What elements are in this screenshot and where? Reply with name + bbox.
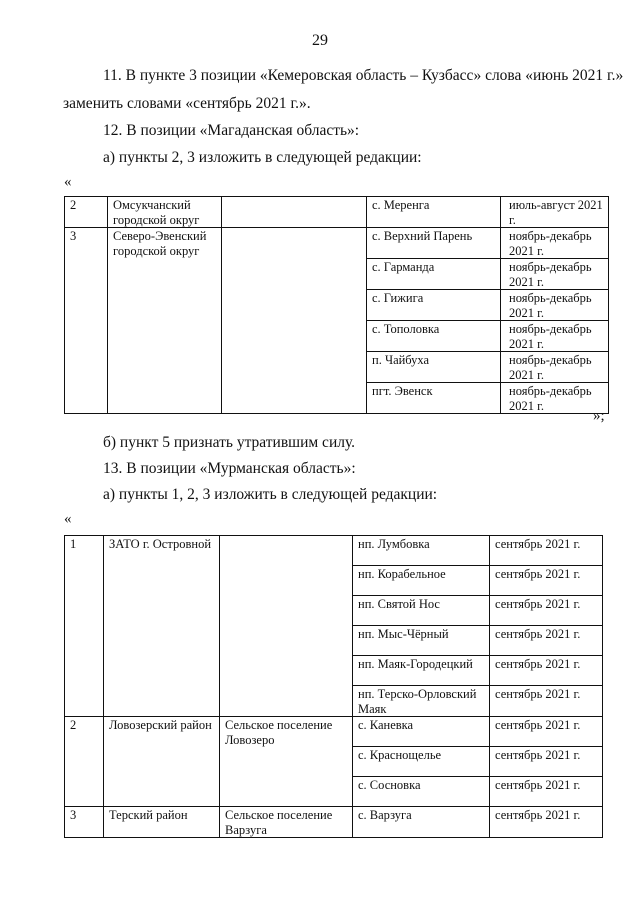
date-cell: ноябрь-декабрь 2021 г. <box>501 352 609 383</box>
date-cell: сентябрь 2021 г. <box>490 777 603 807</box>
date-cell: сентябрь 2021 г. <box>490 747 603 777</box>
row-number: 3 <box>65 807 104 838</box>
table-row <box>65 536 603 566</box>
open-quote-1: « <box>64 174 72 190</box>
date-cell: июль-август 2021 г. <box>501 197 609 228</box>
paragraph-11-line-2: заменить словами «сентябрь 2021 г.». <box>63 95 311 112</box>
settlement-cell: Сельское поселение Ловозеро <box>220 717 353 807</box>
date-cell: ноябрь-декабрь 2021 г. <box>501 228 609 259</box>
place-cell: с. Меренга <box>367 197 501 228</box>
date-cell: сентябрь 2021 г. <box>490 656 603 686</box>
row-number: 1 <box>65 536 104 717</box>
district-cell: Омсукчанский городской округ <box>108 197 222 228</box>
place-cell: нп. Корабельное <box>353 566 490 596</box>
paragraph-12: 12. В позиции «Магаданская область»: <box>103 122 360 139</box>
paragraph-11-line-1: 11. В пункте 3 позиции «Кемеровская область – Кузбасс» слова «июнь 2021 г.» <box>103 67 624 84</box>
district-cell: Ловозерский район <box>104 717 220 807</box>
row-number: 2 <box>65 197 108 228</box>
place-cell: нп. Лумбовка <box>353 536 490 566</box>
date-cell: сентябрь 2021 г. <box>490 626 603 656</box>
page-number: 29 <box>312 32 328 49</box>
place-cell: с. Варзуга <box>353 807 490 838</box>
table-magadan <box>64 196 609 414</box>
open-quote-2: « <box>64 511 72 527</box>
settlement-cell <box>222 197 367 228</box>
date-cell: сентябрь 2021 г. <box>490 596 603 626</box>
place-cell: с. Верхний Парень <box>367 228 501 259</box>
settlement-cell <box>220 536 353 717</box>
date-cell: сентябрь 2021 г. <box>490 717 603 747</box>
place-cell: нп. Мыс-Чёрный <box>353 626 490 656</box>
paragraph-12a: а) пункты 2, 3 изложить в следующей редакции: <box>103 149 422 166</box>
place-cell: с. Гижига <box>367 290 501 321</box>
settlement-cell: Сельское поселение Варзуга <box>220 807 353 838</box>
table-row <box>65 197 609 228</box>
date-cell: ноябрь-декабрь 2021 г. <box>501 383 609 414</box>
district-cell: Терский район <box>104 807 220 838</box>
place-cell: с. Краснощелье <box>353 747 490 777</box>
place-cell: нп. Терско-Орловский Маяк <box>353 686 490 717</box>
row-number: 3 <box>65 228 108 414</box>
settlement-cell <box>222 228 367 414</box>
place-cell: нп. Маяк-Городецкий <box>353 656 490 686</box>
date-cell: ноябрь-декабрь 2021 г. <box>501 259 609 290</box>
place-cell: нп. Святой Нос <box>353 596 490 626</box>
paragraph-12b: б) пункт 5 признать утратившим силу. <box>103 434 356 451</box>
district-cell: Северо-Эвенский городской округ <box>108 228 222 414</box>
paragraph-13a: а) пункты 1, 2, 3 изложить в следующей редакции: <box>103 486 438 503</box>
date-cell: ноябрь-декабрь 2021 г. <box>501 321 609 352</box>
place-cell: пгт. Эвенск <box>367 383 501 414</box>
date-cell: сентябрь 2021 г. <box>490 566 603 596</box>
place-cell: с. Каневка <box>353 717 490 747</box>
date-cell: сентябрь 2021 г. <box>490 807 603 838</box>
table-row <box>65 228 609 259</box>
place-cell: с. Сосновка <box>353 777 490 807</box>
table-row <box>65 717 603 747</box>
date-cell: сентябрь 2021 г. <box>490 686 603 717</box>
date-cell: ноябрь-декабрь 2021 г. <box>501 290 609 321</box>
table-row <box>65 807 603 838</box>
place-cell: с. Тополовка <box>367 321 501 352</box>
date-cell: сентябрь 2021 г. <box>490 536 603 566</box>
place-cell: п. Чайбуха <box>367 352 501 383</box>
district-cell: ЗАТО г. Островной <box>104 536 220 717</box>
paragraph-13: 13. В позиции «Мурманская область»: <box>103 460 356 477</box>
table-murmansk <box>64 535 603 838</box>
row-number: 2 <box>65 717 104 807</box>
place-cell: с. Гарманда <box>367 259 501 290</box>
close-quote: »; <box>593 408 605 424</box>
